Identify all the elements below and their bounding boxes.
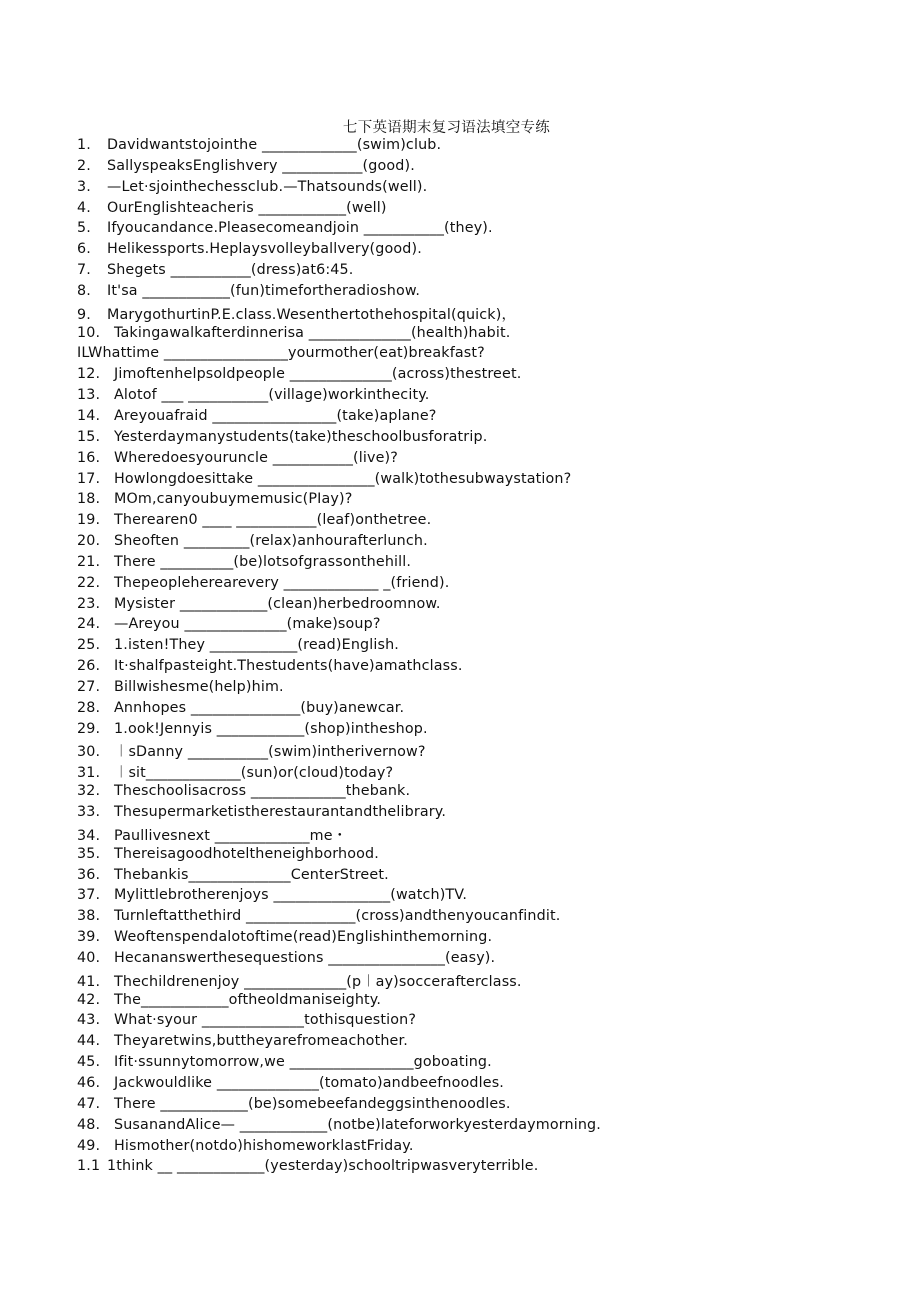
item-text: It'sa ____________(fun)timefortheradioshow. [107,282,421,299]
item-number: 44. [77,1033,101,1050]
item-number: 1. [77,137,91,153]
item-number: 41. [77,973,101,990]
item-text: What·syour ______________tothisquestion? [114,1012,417,1029]
item-text: Hismother(notdo)hishomeworklastFriday. [114,1137,414,1154]
exercise-item [77,1096,877,1117]
item-text: Jimoftenhelpsoldpeople ______________(across)thestreet. [114,366,522,383]
exercise-item [77,1012,877,1033]
exercise-item [77,1158,877,1179]
item-number: 36. [77,866,101,883]
exercise-item [77,762,877,783]
item-text: —Areyou ______________(make)soup? [114,616,381,633]
item-number: 15. [77,428,101,445]
item-text: Ifyoucandance.Pleasecomeandjoin ___________(they). [107,220,493,237]
item-number: 24. [77,616,101,633]
item-number: 12. [77,366,101,383]
exercise-item [77,721,877,742]
exercise-item [77,679,877,700]
item-number: 18. [77,491,101,508]
exercise-item [77,471,877,492]
item-text: SallyspeaksEnglishvery ___________(good). [107,157,415,174]
exercise-item [77,366,877,387]
item-number: 43. [77,1012,101,1029]
item-number: 31. [77,765,101,782]
item-number: 9. [77,306,91,323]
exercise-item [77,1138,877,1159]
item-text: Turnleftatthethird _______________(cross)andthenyoucanfindit. [114,908,561,925]
exercise-item [77,408,877,429]
exercise-item [77,325,877,346]
item-text: ︱sDanny ___________(swim)intherivernow? [114,744,426,761]
item-number: 16. [77,449,101,466]
item-text: Jackwouldlike ______________(tomato)andbeefnoodles. [114,1074,504,1091]
item-number: 38. [77,908,101,925]
item-number: 27. [77,678,101,695]
item-text: Hecananswerthesequestions ________________(easy). [114,949,496,966]
item-text: Takingawalkafterdinnerisa ______________(health)habit. [114,324,511,341]
item-text: 1think __ ____________(yesterday)schooltripwasveryterrible. [107,1158,539,1175]
exercise-item [77,637,877,658]
exercise-item [77,304,877,325]
exercise-item [77,450,877,471]
exercise-item [77,241,877,262]
exercise-item [77,283,877,304]
exercise-item [77,846,877,867]
item-text: Helikessports.Heplaysvolleyballvery(good). [107,241,422,258]
exercise-item [77,387,877,408]
exercise-item [77,512,877,533]
item-text: Alotof ___ ___________(village)workinthecity. [114,387,430,404]
item-text: 1.ook!Jennyis ____________(shop)intheshop. [114,720,428,737]
item-text: ︱sit_____________(sun)or(cloud)today? [114,765,394,782]
item-number: 32. [77,783,101,800]
item-number: 14. [77,407,101,424]
item-number: 22. [77,574,101,591]
item-number: 30. [77,744,101,761]
item-text: ILWhattime _________________yourmother(eat)breakfast? [77,345,485,362]
exercise-item [77,929,877,950]
page-title: 七下英语期末复习语法填空专练 [342,120,551,136]
exercise-item [77,533,877,554]
exercise-item [77,262,877,283]
item-number: 46. [77,1074,101,1091]
item-number: 7. [77,262,91,279]
item-text: Wheredoesyouruncle ___________(live)? [114,449,398,466]
exercise-item [77,950,877,971]
item-number: 49. [77,1137,101,1154]
item-number: 39. [77,929,101,946]
item-number: 20. [77,533,101,550]
item-text: There ____________(be)somebeefandeggsinthenoodles. [114,1095,511,1112]
item-text: Yesterdaymanystudents(take)theschoolbusforatrip. [114,428,488,445]
item-text: Howlongdoesittake ________________(walk)tothesubwaystation? [114,470,572,487]
exercise-item [77,908,877,929]
exercise-item [77,992,877,1013]
exercise-item [77,179,877,200]
item-text: Areyouafraid _________________(take)aplane? [114,407,437,424]
item-text: OurEnglishteacheris ____________(well) [107,199,387,216]
item-text: MarygothurtinP.E.class.Wesenthertothehospital(quick)， [107,306,516,323]
item-text: Mysister ____________(clean)herbedroomnow. [114,595,441,612]
item-number: 6. [77,241,91,258]
item-number: 8. [77,282,91,299]
item-text: There __________(be)lotsofgrassonthehill. [114,553,412,570]
item-number: 42. [77,991,101,1008]
item-text: —Let·sjointhechessclub.—Thatsounds(well). [107,178,428,195]
item-text: Paullivesnext _____________me・ [114,827,348,844]
item-text: Theyaretwins,buttheyarefromeachother. [114,1033,408,1050]
exercise-item [77,783,877,804]
item-text: Ifit·ssunnytomorrow,we _________________goboating. [114,1054,492,1071]
item-text: Thereisagoodhoteltheneighborhood. [114,845,379,862]
exercise-item [77,1033,877,1054]
exercise-item [77,596,877,617]
item-number: 34. [77,827,101,844]
item-number: 4. [77,199,91,216]
item-number: 17. [77,470,101,487]
item-text: Weoftenspendalotoftime(read)Englishinthemorning. [114,929,493,946]
item-number: 40. [77,949,101,966]
item-text: Theschoolisacross _____________thebank. [114,783,411,800]
item-text: 1.isten!They ____________(read)English. [114,637,400,654]
item-text: The____________oftheoldmaniseighty. [114,991,382,1008]
item-text: Thepeopleherearevery _____________ _(friend). [114,574,450,591]
item-number: 21. [77,553,101,570]
exercise-item [77,971,877,992]
exercise-item [77,616,877,637]
exercise-item [77,200,877,221]
item-number: 25. [77,637,101,654]
item-number: 26. [77,658,101,675]
item-text: Annhopes _______________(buy)anewcar. [114,699,405,716]
item-text: SusanandAlice— ____________(notbe)lateforworkyesterdaymorning. [114,1116,601,1133]
exercise-item [77,658,877,679]
item-number: 29. [77,720,101,737]
item-text: Billwishesme(help)him. [114,678,284,695]
exercise-item [77,1075,877,1096]
item-number: 33. [77,804,101,820]
exercise-list [77,137,877,1179]
exercise-item [77,429,877,450]
item-number: 3. [77,178,91,195]
item-text: Sheoften _________(relax)anhourafterlunch. [114,533,428,550]
exercise-item [77,1054,877,1075]
item-number: 47. [77,1095,101,1112]
item-text: It·shalfpasteight.Thestudents(have)amathclass. [114,658,463,675]
item-number: 35. [77,845,101,862]
item-number: 5. [77,220,91,237]
item-text: Thebankis______________CenterStreet. [114,866,389,883]
exercise-item [77,700,877,721]
exercise-item [77,345,877,366]
item-number: 2. [77,157,91,174]
item-number: 13. [77,387,101,404]
exercise-item [77,867,877,888]
exercise-item [77,575,877,596]
exercise-item [77,220,877,241]
item-number: 28. [77,699,101,716]
item-number: 23. [77,595,101,612]
exercise-item [77,158,877,179]
item-text: Shegets ___________(dress)at6:45. [107,262,354,279]
item-number: 37. [77,887,101,904]
exercise-item [77,491,877,512]
item-text: Thesupermarketistherestaurantandthelibrary. [114,804,447,820]
exercise-item [77,1117,877,1138]
exercise-item [77,825,877,846]
item-number: 1.1 [77,1158,101,1175]
item-number: 19. [77,512,101,529]
item-text: Mylittlebrotherenjoys ________________(watch)TV. [114,887,468,904]
item-number: 45. [77,1054,101,1071]
item-number: 48. [77,1116,101,1133]
item-text: Davidwantstojointhe _____________(swim)club. [107,137,442,153]
item-text: MOm,canyoubuymemusic(PIay)? [114,491,353,508]
exercise-item [77,887,877,908]
exercise-item [77,137,877,158]
exercise-item [77,741,877,762]
exercise-item [77,804,877,825]
item-text: Thechildrenenjoy ______________(p︱ay)soccerafterclass. [114,973,522,990]
exercise-item [77,554,877,575]
item-text: Therearen0 ____ ___________(leaf)onthetree. [114,512,432,529]
item-number: 10. [77,324,101,341]
